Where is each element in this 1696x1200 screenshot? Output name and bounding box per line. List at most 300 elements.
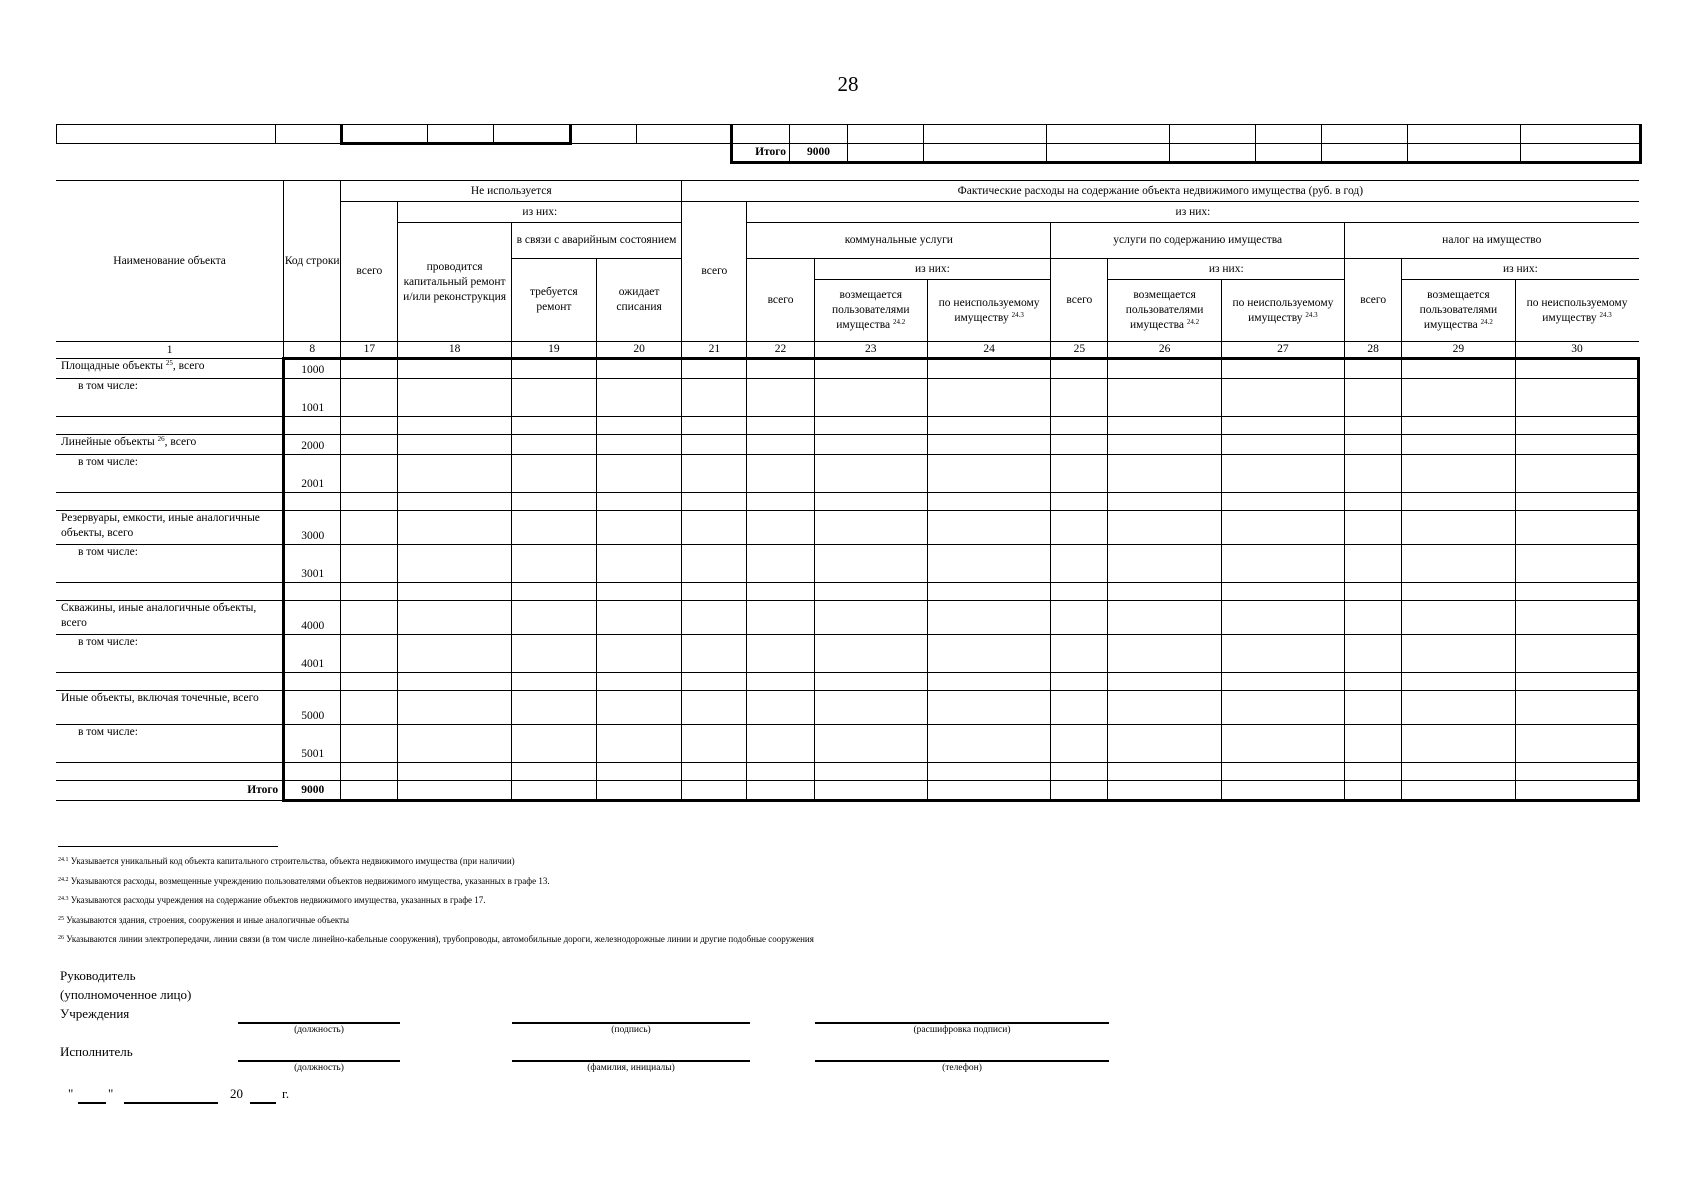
data-cell[interactable] (1515, 417, 1638, 435)
data-cell[interactable] (511, 635, 596, 673)
data-cell[interactable] (1515, 725, 1638, 763)
data-cell[interactable] (511, 511, 596, 545)
data-cell[interactable] (747, 359, 814, 379)
data-cell[interactable] (1345, 545, 1402, 583)
data-cell[interactable] (1345, 379, 1402, 417)
data-cell[interactable] (927, 725, 1050, 763)
row-code[interactable] (284, 763, 341, 781)
row-name: Иные объекты, включая точечные, всего (56, 691, 284, 725)
data-cell[interactable] (814, 725, 927, 763)
data-cell[interactable] (1402, 511, 1515, 545)
data-cell[interactable] (1051, 763, 1108, 781)
data-cell[interactable] (1221, 691, 1344, 725)
data-cell[interactable] (341, 725, 398, 763)
table-row (56, 601, 1639, 635)
data-cell[interactable] (398, 545, 511, 583)
executor-name-line[interactable] (512, 1060, 750, 1062)
continuation-table (56, 124, 1642, 164)
data-cell[interactable] (1515, 435, 1638, 455)
data-cell[interactable] (398, 583, 511, 601)
data-cell[interactable] (341, 379, 398, 417)
cell[interactable] (1322, 144, 1408, 163)
data-cell[interactable] (596, 635, 681, 673)
data-cell[interactable] (747, 763, 814, 781)
data-cell[interactable] (1402, 781, 1515, 801)
row-code[interactable] (284, 673, 341, 691)
data-cell[interactable] (814, 545, 927, 583)
data-cell[interactable] (682, 725, 747, 763)
data-cell[interactable] (1402, 725, 1515, 763)
data-cell[interactable] (341, 673, 398, 691)
head-position-caption: (должность) (294, 1025, 344, 1035)
spacer-row (56, 493, 1639, 511)
data-cell[interactable] (1108, 673, 1221, 691)
cell[interactable] (1521, 125, 1641, 144)
data-cell[interactable] (1108, 601, 1221, 635)
row-name[interactable] (56, 417, 284, 435)
cell[interactable] (924, 125, 1047, 144)
data-cell[interactable] (1051, 435, 1108, 455)
data-cell[interactable] (682, 781, 747, 801)
data-cell[interactable] (682, 763, 747, 781)
data-cell[interactable] (927, 379, 1050, 417)
data-cell[interactable] (1051, 511, 1108, 545)
header-maintenance-reimbursed: возмещается пользователями имущества $^{24.2}$ (1108, 280, 1221, 342)
data-cell[interactable] (341, 545, 398, 583)
data-cell[interactable] (1108, 359, 1221, 379)
data-cell[interactable] (398, 635, 511, 673)
row-code[interactable] (284, 583, 341, 601)
data-cell[interactable] (1108, 545, 1221, 583)
data-cell[interactable] (1108, 493, 1221, 511)
data-cell[interactable] (1108, 725, 1221, 763)
table-row (56, 691, 1639, 725)
cell[interactable] (1170, 144, 1256, 163)
data-cell[interactable] (682, 511, 747, 545)
date-year-line[interactable] (250, 1102, 276, 1104)
data-cell[interactable] (1402, 545, 1515, 583)
data-cell[interactable] (814, 511, 927, 545)
data-cell[interactable] (341, 601, 398, 635)
cell[interactable] (1047, 144, 1170, 163)
data-cell[interactable] (1108, 379, 1221, 417)
data-cell[interactable] (927, 601, 1050, 635)
data-cell[interactable] (341, 417, 398, 435)
header-awaiting-writeoff: ожидает списания (596, 259, 681, 342)
data-cell[interactable] (747, 673, 814, 691)
data-cell[interactable] (511, 781, 596, 801)
data-cell[interactable] (747, 435, 814, 455)
data-cell[interactable] (1402, 359, 1515, 379)
data-cell[interactable] (1221, 673, 1344, 691)
data-cell[interactable] (398, 673, 511, 691)
data-cell[interactable] (747, 511, 814, 545)
head-signature-line[interactable] (512, 1022, 750, 1024)
data-cell[interactable] (814, 673, 927, 691)
data-cell[interactable] (1515, 635, 1638, 673)
data-cell[interactable] (398, 781, 511, 801)
data-cell[interactable] (1051, 635, 1108, 673)
data-cell[interactable] (398, 417, 511, 435)
data-cell[interactable] (1402, 673, 1515, 691)
cell[interactable] (1408, 144, 1521, 163)
cell[interactable] (1322, 125, 1408, 144)
data-cell[interactable] (1402, 601, 1515, 635)
data-cell[interactable] (596, 435, 681, 455)
data-cell[interactable] (398, 691, 511, 725)
data-cell[interactable] (1515, 455, 1638, 493)
data-cell[interactable] (1402, 379, 1515, 417)
data-cell[interactable] (1108, 635, 1221, 673)
data-cell[interactable] (814, 635, 927, 673)
data-cell[interactable] (682, 455, 747, 493)
data-cell[interactable] (511, 691, 596, 725)
data-cell[interactable] (1051, 725, 1108, 763)
cell[interactable] (1408, 125, 1521, 144)
header-maintenance: услуги по содержанию имущества (1051, 223, 1345, 259)
data-cell[interactable] (511, 435, 596, 455)
data-cell[interactable] (682, 379, 747, 417)
data-cell[interactable] (596, 417, 681, 435)
data-cell[interactable] (511, 417, 596, 435)
data-cell[interactable] (1051, 417, 1108, 435)
data-cell[interactable] (398, 763, 511, 781)
cell[interactable] (1521, 144, 1641, 163)
data-cell[interactable] (511, 673, 596, 691)
data-cell[interactable] (1515, 691, 1638, 725)
data-cell[interactable] (511, 763, 596, 781)
data-cell[interactable] (1515, 359, 1638, 379)
data-cell[interactable] (1515, 781, 1638, 801)
date-day-line[interactable] (78, 1102, 106, 1104)
data-cell[interactable] (1345, 359, 1402, 379)
data-cell[interactable] (341, 435, 398, 455)
data-cell[interactable] (682, 493, 747, 511)
data-cell[interactable] (1221, 781, 1344, 801)
data-cell[interactable] (1515, 601, 1638, 635)
data-cell[interactable] (1402, 455, 1515, 493)
data-cell[interactable] (682, 359, 747, 379)
data-cell[interactable] (1345, 583, 1402, 601)
data-cell[interactable] (1051, 493, 1108, 511)
data-cell[interactable] (1515, 545, 1638, 583)
cell[interactable] (276, 125, 342, 144)
data-cell[interactable] (1051, 583, 1108, 601)
data-cell[interactable] (1515, 493, 1638, 511)
data-cell[interactable] (1345, 511, 1402, 545)
data-cell[interactable] (927, 545, 1050, 583)
data-cell[interactable] (747, 725, 814, 763)
data-cell[interactable] (398, 511, 511, 545)
data-cell[interactable] (341, 583, 398, 601)
data-cell[interactable] (1221, 635, 1344, 673)
data-cell[interactable] (814, 417, 927, 435)
data-cell[interactable] (1402, 583, 1515, 601)
data-cell[interactable] (1515, 583, 1638, 601)
head-position-line[interactable] (238, 1022, 400, 1024)
data-cell[interactable] (398, 359, 511, 379)
column-number: 29 (1402, 342, 1515, 359)
header-not-used-total: всего (341, 202, 398, 342)
data-cell[interactable] (511, 359, 596, 379)
data-cell[interactable] (341, 691, 398, 725)
data-cell[interactable] (682, 673, 747, 691)
data-cell[interactable] (398, 435, 511, 455)
data-cell[interactable] (511, 583, 596, 601)
head-decoding-line[interactable] (815, 1022, 1109, 1024)
header-emergency: в связи с аварийным состоянием (511, 223, 682, 259)
data-cell[interactable] (814, 359, 927, 379)
row-code[interactable] (284, 493, 341, 511)
data-cell[interactable] (1402, 635, 1515, 673)
data-cell[interactable] (511, 545, 596, 583)
data-cell[interactable] (1108, 511, 1221, 545)
data-cell[interactable] (1051, 455, 1108, 493)
data-cell[interactable] (1402, 435, 1515, 455)
data-cell[interactable] (814, 583, 927, 601)
table-row (56, 435, 1639, 455)
table-row (56, 455, 1639, 493)
row-name[interactable] (56, 673, 284, 691)
cell[interactable] (571, 125, 637, 144)
row-code: 4000 (284, 601, 341, 635)
row-code: 1001 (284, 379, 341, 417)
data-cell[interactable] (747, 379, 814, 417)
data-cell[interactable] (682, 635, 747, 673)
data-cell[interactable] (747, 455, 814, 493)
footnote: $^{24.3}$ Указываются расходы учреждения на содержание объектов недвижимого имущества, указанных в графе 17. (58, 895, 486, 905)
column-number: 19 (511, 342, 596, 359)
data-cell[interactable] (814, 455, 927, 493)
cell[interactable] (637, 125, 732, 144)
data-cell[interactable] (814, 781, 927, 801)
data-cell[interactable] (596, 379, 681, 417)
data-cell[interactable] (927, 455, 1050, 493)
data-cell[interactable] (1402, 691, 1515, 725)
data-cell[interactable] (1051, 673, 1108, 691)
header-needs-repair: требуется ремонт (511, 259, 596, 342)
data-cell[interactable] (1345, 635, 1402, 673)
data-cell[interactable] (511, 601, 596, 635)
column-number: 22 (747, 342, 814, 359)
data-cell[interactable] (511, 379, 596, 417)
cell[interactable] (428, 125, 494, 144)
data-cell[interactable] (511, 455, 596, 493)
data-cell[interactable] (341, 359, 398, 379)
data-cell[interactable] (341, 493, 398, 511)
data-cell[interactable] (596, 781, 681, 801)
data-cell[interactable] (596, 493, 681, 511)
data-cell[interactable] (1221, 417, 1344, 435)
data-cell[interactable] (927, 435, 1050, 455)
data-cell[interactable] (1345, 435, 1402, 455)
data-cell[interactable] (1345, 601, 1402, 635)
data-cell[interactable] (1402, 763, 1515, 781)
data-cell[interactable] (341, 763, 398, 781)
data-cell[interactable] (927, 359, 1050, 379)
data-cell[interactable] (1108, 763, 1221, 781)
footnote: $^{24.2}$ Указываются расходы, возмещенные учреждению пользователями объектов недвижимого имущества, указанных в графе 13. (58, 875, 550, 886)
row-code[interactable] (284, 417, 341, 435)
data-cell[interactable] (511, 725, 596, 763)
data-cell[interactable] (398, 601, 511, 635)
data-cell[interactable] (1345, 691, 1402, 725)
row-name[interactable] (56, 763, 284, 781)
header-tax-unused: по неиспользуемому имуществу $^{24.3}$ (1515, 280, 1638, 342)
cell[interactable] (1256, 144, 1322, 163)
data-cell[interactable] (511, 493, 596, 511)
data-cell[interactable] (682, 583, 747, 601)
cell[interactable] (1256, 125, 1322, 144)
data-cell[interactable] (682, 601, 747, 635)
data-cell[interactable] (1221, 493, 1344, 511)
data-cell[interactable] (1402, 493, 1515, 511)
data-cell[interactable] (1221, 763, 1344, 781)
executor-position-caption: (должность) (294, 1063, 344, 1073)
data-cell[interactable] (596, 359, 681, 379)
data-cell[interactable] (1515, 763, 1638, 781)
data-cell[interactable] (1345, 417, 1402, 435)
data-cell[interactable] (1221, 455, 1344, 493)
data-cell[interactable] (814, 379, 927, 417)
data-cell[interactable] (1051, 545, 1108, 583)
date-quote-open: " (68, 1086, 74, 1101)
data-cell[interactable] (1221, 725, 1344, 763)
cell[interactable] (924, 144, 1047, 163)
data-cell[interactable] (814, 493, 927, 511)
data-cell[interactable] (398, 493, 511, 511)
data-cell[interactable] (747, 691, 814, 725)
data-cell[interactable] (1108, 781, 1221, 801)
cell[interactable] (1047, 125, 1170, 144)
data-cell[interactable] (1515, 379, 1638, 417)
footnote-separator (58, 846, 278, 847)
data-cell[interactable] (747, 635, 814, 673)
data-cell[interactable] (1051, 379, 1108, 417)
data-cell[interactable] (814, 601, 927, 635)
row-name[interactable] (56, 493, 284, 511)
data-cell[interactable] (341, 781, 398, 801)
date-month-line[interactable] (124, 1102, 218, 1104)
data-cell[interactable] (1051, 781, 1108, 801)
data-cell[interactable] (747, 545, 814, 583)
data-cell[interactable] (1051, 359, 1108, 379)
data-cell[interactable] (1345, 455, 1402, 493)
data-cell[interactable] (927, 763, 1050, 781)
column-number: 25 (1051, 342, 1108, 359)
cell[interactable] (732, 125, 790, 144)
data-cell[interactable] (1345, 673, 1402, 691)
spacer-row (56, 417, 1639, 435)
data-cell[interactable] (1221, 583, 1344, 601)
data-cell[interactable] (1345, 763, 1402, 781)
data-cell[interactable] (747, 781, 814, 801)
data-cell[interactable] (1108, 435, 1221, 455)
data-cell[interactable] (596, 763, 681, 781)
spacer-row (56, 673, 1639, 691)
header-maintenance-total: всего (1051, 259, 1108, 342)
data-cell[interactable] (1221, 545, 1344, 583)
data-cell[interactable] (927, 417, 1050, 435)
cell[interactable] (342, 125, 428, 144)
data-cell[interactable] (1345, 781, 1402, 801)
data-cell[interactable] (927, 511, 1050, 545)
data-cell[interactable] (1345, 725, 1402, 763)
data-cell[interactable] (927, 635, 1050, 673)
data-cell[interactable] (1515, 673, 1638, 691)
data-cell[interactable] (927, 781, 1050, 801)
data-cell[interactable] (682, 545, 747, 583)
data-cell[interactable] (596, 601, 681, 635)
data-cell[interactable] (927, 583, 1050, 601)
data-cell[interactable] (596, 583, 681, 601)
row-name[interactable] (56, 583, 284, 601)
data-cell[interactable] (596, 725, 681, 763)
data-cell[interactable] (682, 691, 747, 725)
data-cell[interactable] (398, 379, 511, 417)
data-cell[interactable] (341, 511, 398, 545)
executor-phone-line[interactable] (815, 1060, 1109, 1062)
cell[interactable] (848, 144, 924, 163)
data-cell[interactable] (747, 583, 814, 601)
data-cell[interactable] (814, 435, 927, 455)
head-signature-caption: (подпись) (611, 1025, 651, 1035)
data-cell[interactable] (1051, 691, 1108, 725)
column-numbers-row (56, 342, 1639, 359)
data-cell[interactable] (1108, 583, 1221, 601)
data-cell[interactable] (1221, 435, 1344, 455)
data-cell[interactable] (1221, 511, 1344, 545)
data-cell[interactable] (596, 545, 681, 583)
data-cell[interactable] (1108, 691, 1221, 725)
data-cell[interactable] (1221, 379, 1344, 417)
cell[interactable] (1170, 125, 1256, 144)
data-cell[interactable] (596, 673, 681, 691)
data-cell[interactable] (1221, 601, 1344, 635)
data-cell[interactable] (596, 691, 681, 725)
data-cell[interactable] (682, 417, 747, 435)
data-cell[interactable] (927, 673, 1050, 691)
cell[interactable] (57, 125, 276, 144)
data-cell[interactable] (814, 691, 927, 725)
footnote: $^{24.1}$ Указывается уникальный код объекта капитального строительства, объекта недвижимого имущества (при наличии) (58, 856, 515, 866)
data-cell[interactable] (1402, 417, 1515, 435)
cell[interactable] (790, 125, 848, 144)
data-cell[interactable] (341, 635, 398, 673)
data-cell[interactable] (747, 417, 814, 435)
data-cell[interactable] (1345, 493, 1402, 511)
data-cell[interactable] (682, 435, 747, 455)
data-cell[interactable] (398, 455, 511, 493)
executor-position-line[interactable] (238, 1060, 400, 1062)
data-cell[interactable] (747, 493, 814, 511)
data-cell[interactable] (927, 691, 1050, 725)
data-cell[interactable] (1221, 359, 1344, 379)
cell[interactable] (848, 125, 924, 144)
data-cell[interactable] (596, 511, 681, 545)
data-cell[interactable] (814, 763, 927, 781)
data-cell[interactable] (1515, 511, 1638, 545)
data-cell[interactable] (398, 725, 511, 763)
data-cell[interactable] (596, 455, 681, 493)
data-cell[interactable] (927, 493, 1050, 511)
data-cell[interactable] (1108, 417, 1221, 435)
data-cell[interactable] (1051, 601, 1108, 635)
data-cell[interactable] (341, 455, 398, 493)
cell[interactable] (494, 125, 571, 144)
data-cell[interactable] (747, 601, 814, 635)
data-cell[interactable] (1108, 455, 1221, 493)
